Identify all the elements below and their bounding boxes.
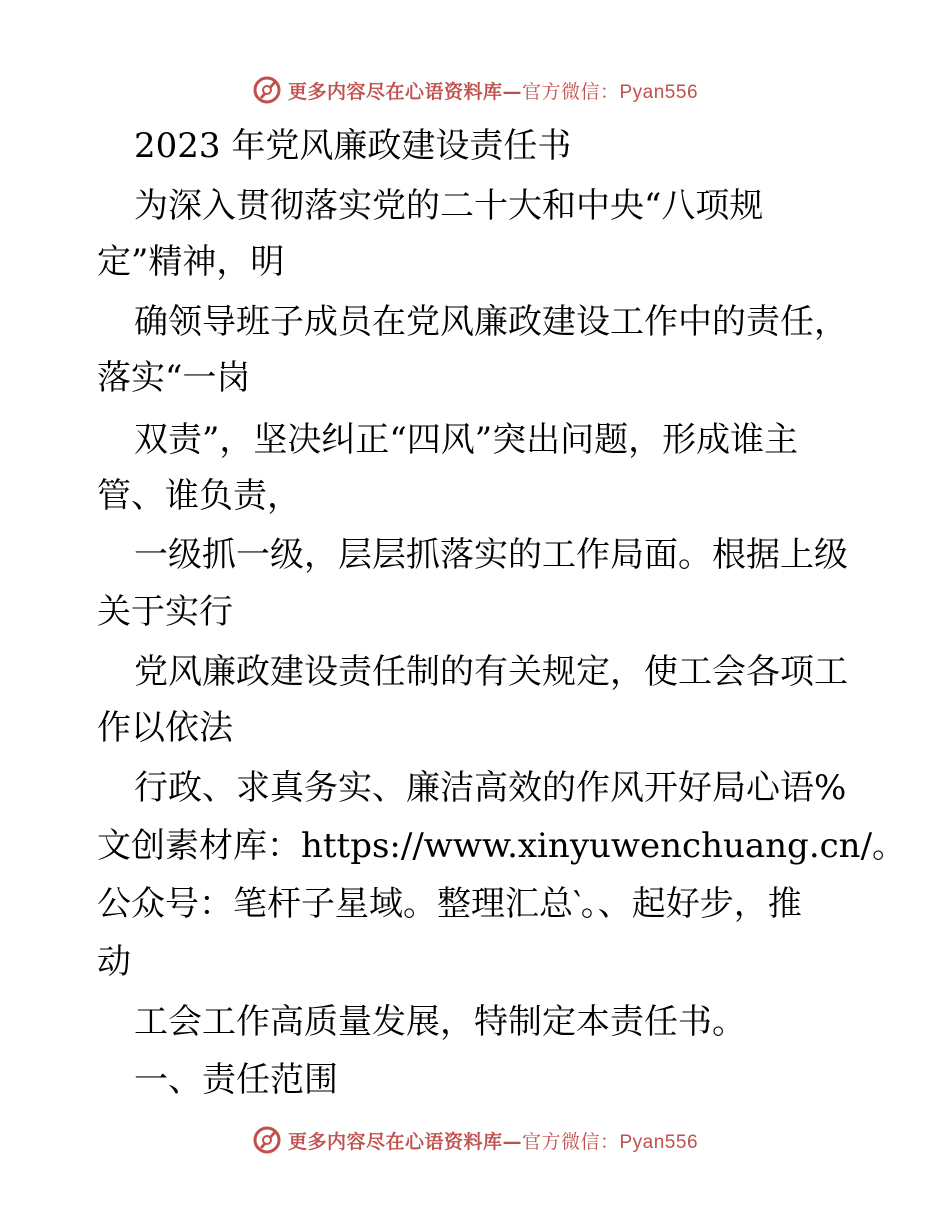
paragraph-line: 为深入贯彻落实党的二十大和中央“八项规	[134, 186, 764, 226]
paragraph-line: 公众号：笔杆子星域。整理汇总‵。、起好步，推	[97, 884, 802, 924]
header-watermark-banner	[0, 70, 950, 110]
paragraph-line: 文创素材库：https://www.xinyuwenchuang.cn/。	[97, 826, 907, 866]
paragraph-line: 双责”，坚决纠正“四风”突出问题，形成谁主	[134, 420, 799, 460]
paragraph-line: 关于实行	[97, 592, 233, 632]
paragraph-line: 落实“一岗	[97, 358, 251, 398]
footer-watermark-banner	[0, 1120, 950, 1160]
watermark-main-text: 更多内容尽在心语资料库—	[287, 1130, 522, 1153]
watermark-wechat-text: 官方微信：Pyan556	[522, 81, 699, 103]
paragraph-line: 行政、求真务实、廉洁高效的作风开好局心语%	[134, 768, 847, 808]
document-title: 2023 年党风廉政建设责任书	[134, 126, 572, 166]
paragraph-line: 工会工作高质量发展，特制定本责任书。	[134, 1002, 746, 1042]
paragraph-line: 作以依法	[97, 708, 233, 748]
watermark-text	[288, 1127, 698, 1154]
paragraph-line: 管、谁负责，	[97, 476, 301, 516]
watermark-main-text: 更多内容尽在心语资料库—	[287, 80, 522, 103]
section-heading: 一、责任范围	[134, 1060, 338, 1100]
quill-pen-logo-icon	[252, 1125, 282, 1155]
paragraph-line: 动	[97, 942, 131, 982]
paragraph-line: 党风廉政建设责任制的有关规定，使工会各项工	[134, 652, 848, 692]
watermark-text	[288, 77, 698, 104]
paragraph-line: 定”精神，明	[97, 242, 285, 282]
quill-pen-logo-icon	[252, 75, 282, 105]
paragraph-line: 一级抓一级，层层抓落实的工作局面。根据上级	[134, 535, 848, 575]
watermark-wechat-text: 官方微信：Pyan556	[522, 1131, 699, 1153]
paragraph-line: 确领导班子成员在党风廉政建设工作中的责任，	[134, 302, 848, 342]
